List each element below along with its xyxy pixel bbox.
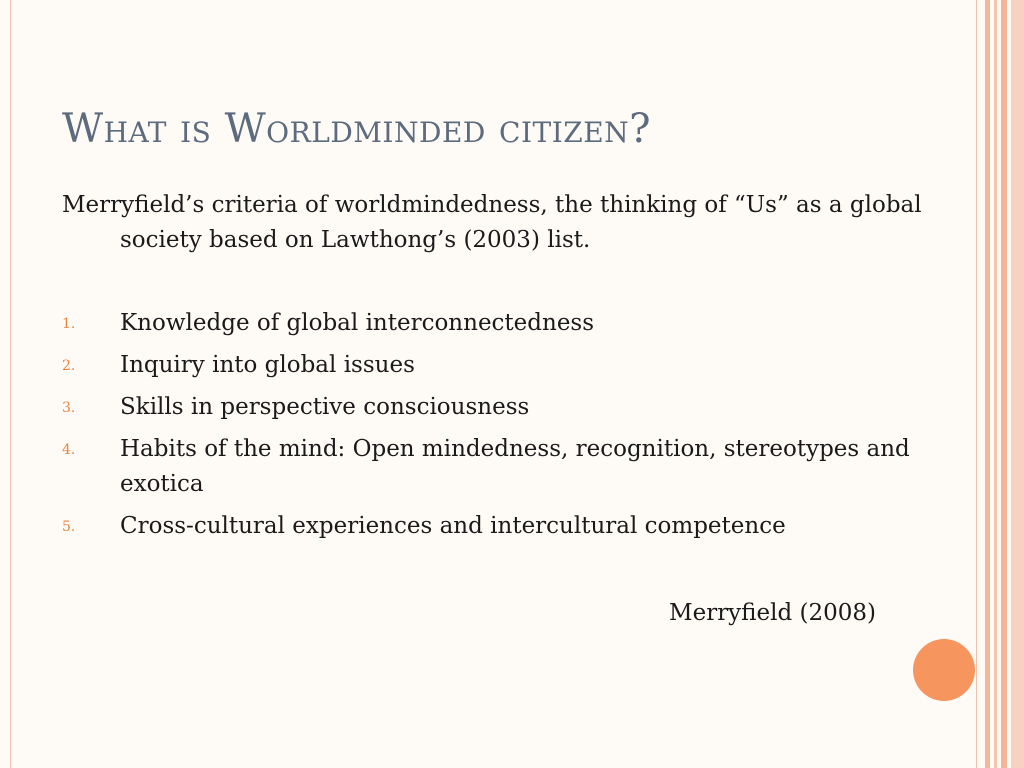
right-stripe bbox=[1011, 0, 1024, 768]
slide-title: What is Worldminded citizen? bbox=[62, 106, 652, 152]
decorative-circle bbox=[913, 639, 975, 701]
list-item bbox=[62, 432, 922, 502]
list-number: 5. bbox=[62, 519, 76, 535]
right-stripe bbox=[994, 0, 997, 768]
right-stripe bbox=[985, 0, 990, 768]
list-number: 3. bbox=[62, 400, 76, 416]
intro-paragraph: Merryfield’s criteria of worldmindedness, the thinking of “Us” as a global society based on Lawthong’s (2003) list. bbox=[62, 192, 922, 253]
list-item-text: Inquiry into global issues bbox=[120, 352, 415, 378]
list-item-text: Cross-cultural experiences and intercultural competence bbox=[120, 513, 786, 539]
citation: Merryfield (2008) bbox=[669, 600, 876, 626]
list-item-text: Habits of the mind: Open mindedness, recognition, stereotypes and exotica bbox=[120, 436, 910, 497]
numbered-list bbox=[62, 306, 922, 551]
left-border-line bbox=[10, 0, 11, 768]
list-number: 1. bbox=[62, 316, 76, 332]
list-item bbox=[62, 306, 922, 341]
list-item-text: Knowledge of global interconnectedness bbox=[120, 310, 595, 336]
list-item-text: Skills in perspective consciousness bbox=[120, 394, 530, 420]
right-stripe bbox=[1001, 0, 1007, 768]
list-number: 4. bbox=[62, 442, 76, 458]
list-item bbox=[62, 390, 922, 425]
list-item bbox=[62, 348, 922, 383]
list-item bbox=[62, 509, 922, 544]
list-number: 2. bbox=[62, 358, 76, 374]
right-stripe bbox=[976, 0, 977, 768]
